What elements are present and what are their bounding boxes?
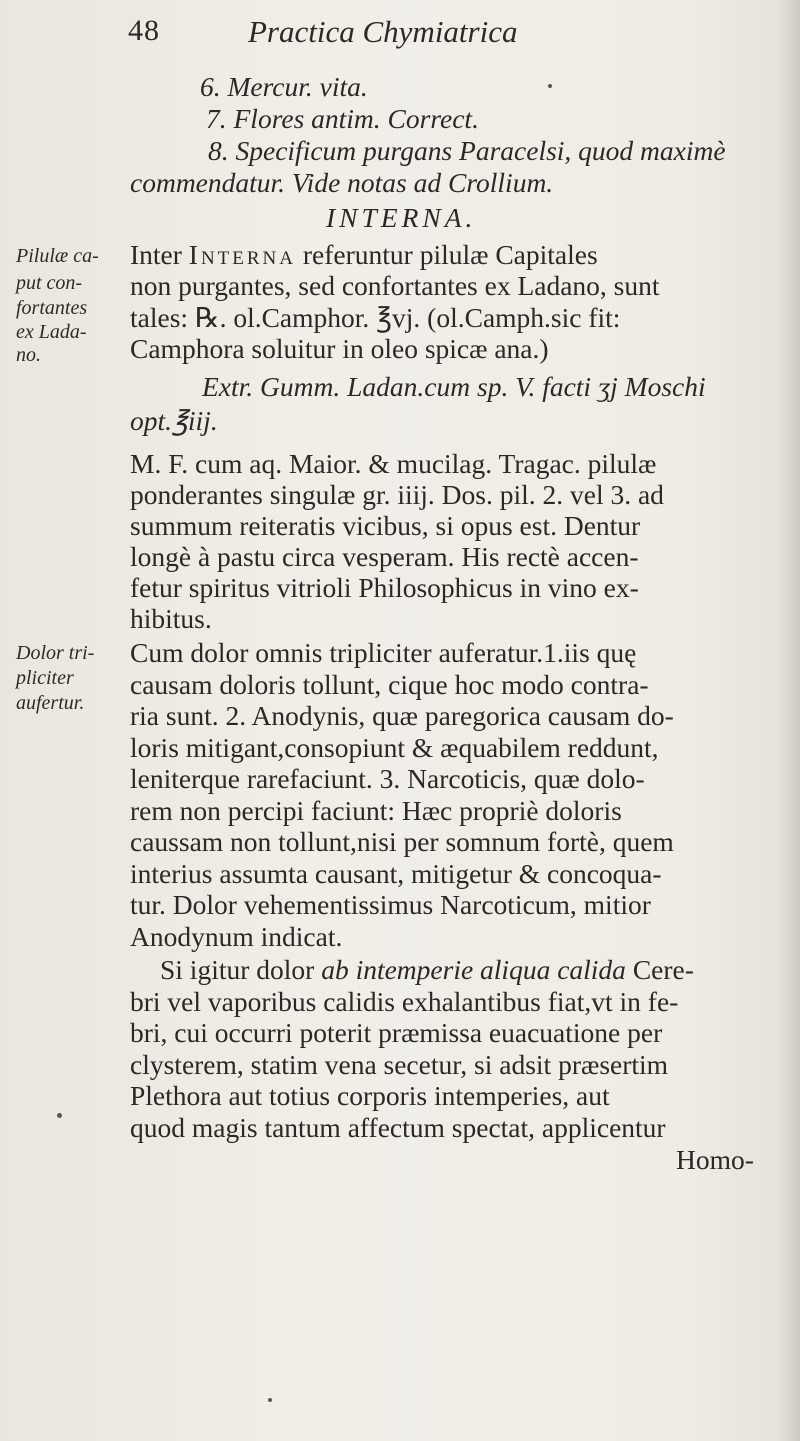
text-line: bri, cui occurri poterit præmissa euacuatione per bbox=[130, 1017, 663, 1048]
text-line: non purgantes, sed confortantes ex Ladano, sunt bbox=[130, 270, 660, 301]
ink-speck bbox=[548, 84, 552, 88]
text-line: opt.℥iij. bbox=[130, 405, 218, 436]
text-line: loris mitigant,consopiunt & æquabilem reddunt, bbox=[130, 732, 659, 763]
text-word: Inter bbox=[130, 239, 182, 270]
margin-note-line: ex Lada- bbox=[16, 321, 87, 343]
catchword: Homo- bbox=[676, 1144, 754, 1175]
text-line: causam doloris tollunt, cique hoc modo contra- bbox=[130, 669, 649, 700]
text-line: bri vel vaporibus calidis exhalantibus fiat,vt in fe- bbox=[130, 986, 679, 1017]
margin-note-line: pliciter bbox=[16, 667, 74, 689]
italic-phrase: ab intemperie aliqua calida bbox=[321, 954, 626, 985]
text-line: 6. Mercur. vita. bbox=[200, 71, 368, 102]
text-line: caussam non tollunt,nisi per somnum fortè, quem bbox=[130, 826, 674, 857]
text-word: Cere- bbox=[632, 954, 694, 985]
text-line: tur. Dolor vehementissimus Narcoticum, mitior bbox=[130, 889, 651, 920]
margin-note-line: Pilulæ ca- bbox=[16, 245, 99, 267]
text-line: 8. Specificum purgans Paracelsi, quod maximè bbox=[208, 135, 726, 166]
section-title: INTERNA. bbox=[326, 202, 477, 233]
text-line: rem non percipi faciunt: Hæc propriè doloris bbox=[130, 795, 622, 826]
margin-note-line: aufertur. bbox=[16, 692, 85, 714]
text-line: summum reiteratis vicibus, si opus est. Dentur bbox=[130, 510, 641, 541]
text-line: Cum dolor omnis tripliciter auferatur.1.iis quę bbox=[130, 637, 637, 668]
text-line: clysterem, statim vena secetur, si adsit præsertim bbox=[130, 1049, 669, 1080]
text-line bbox=[160, 955, 694, 985]
page-edge-shadow bbox=[778, 0, 800, 1441]
ink-speck bbox=[57, 1113, 62, 1118]
text-line: interius assumta causant, mitigetur & concoqua- bbox=[130, 858, 662, 889]
text-line: Extr. Gumm. Ladan.cum sp. V. facti ʒj Moschi bbox=[202, 371, 706, 402]
text-line: hibitus. bbox=[130, 603, 212, 634]
text-line: quod magis tantum affectum spectat, applicentur bbox=[130, 1112, 666, 1143]
text-line: Anodynum indicat. bbox=[130, 921, 343, 952]
text-line: ria sunt. 2. Anodynis, quæ paregorica causam do- bbox=[130, 700, 674, 731]
text-line bbox=[130, 240, 598, 270]
running-title: Practica Chymiatrica bbox=[248, 14, 518, 49]
page-number: 48 bbox=[128, 14, 160, 47]
text-line: longè à pastu circa vesperam. His rectè accen- bbox=[130, 541, 639, 572]
margin-note-line: Dolor tri- bbox=[16, 642, 95, 664]
small-caps-word: Interna bbox=[188, 239, 297, 270]
margin-note-line: no. bbox=[16, 344, 41, 366]
text-line: ponderantes singulæ gr. iiij. Dos. pil. 2. vel 3. ad bbox=[130, 479, 664, 510]
text-line: Camphora soluitur in oleo spicæ ana.) bbox=[130, 333, 549, 364]
text-line: M. F. cum aq. Maior. & mucilag. Tragac. pilulæ bbox=[130, 448, 657, 479]
text-word: Si igitur dolor bbox=[160, 954, 315, 985]
text-line: leniterque rarefaciunt. 3. Narcoticis, quæ dolo- bbox=[130, 763, 645, 794]
margin-note-line: put con- bbox=[16, 272, 83, 294]
text-word: referuntur pilulæ Capitales bbox=[302, 239, 598, 270]
margin-note-line: fortantes bbox=[16, 297, 88, 319]
text-line: Plethora aut totius corporis intemperies, aut bbox=[130, 1080, 610, 1111]
text-line: 7. Flores antim. Correct. bbox=[206, 103, 479, 134]
page-header bbox=[128, 14, 688, 62]
text-line: tales: ℞. ol.Camphor. ℥vj. (ol.Camph.sic fit: bbox=[130, 302, 621, 333]
text-line: commendatur. Vide notas ad Crollium. bbox=[130, 167, 554, 198]
ink-speck bbox=[268, 1398, 272, 1402]
text-line: fetur spiritus vitrioli Philosophicus in vino ex- bbox=[130, 572, 639, 603]
